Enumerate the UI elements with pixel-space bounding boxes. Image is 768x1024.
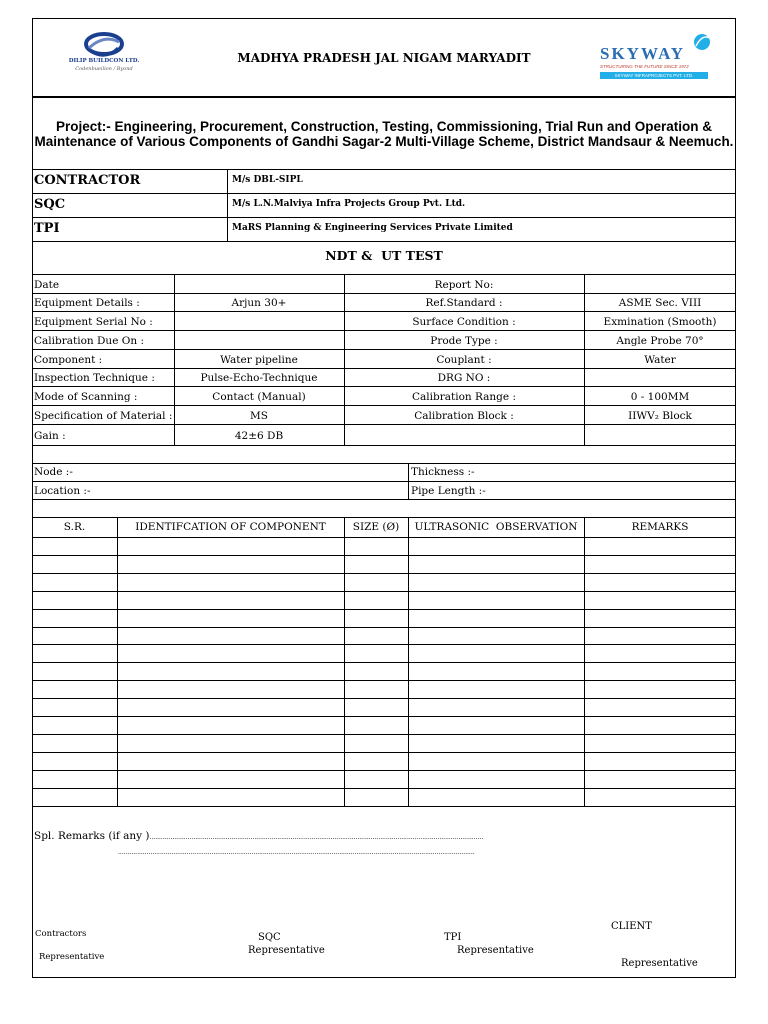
skyway-logo-subline: SKYWAY INFRAPROJECTS PVT. LTD.: [600, 72, 708, 79]
tpi-value: MaRS Planning & Engineering Services Private Limited: [232, 223, 513, 233]
detail-left-label: Equipment Serial No :: [34, 316, 153, 328]
detail-right-value: 0 - 100MM: [630, 391, 690, 403]
table-col-divider: [344, 517, 345, 806]
table-row: [32, 806, 736, 807]
detail-right-label: DRG NO :: [437, 372, 491, 384]
table-row: [32, 716, 736, 717]
spl-remarks-dots-2: ...........................................................................................................................................................................................: [118, 849, 475, 856]
location-divider: [32, 463, 736, 464]
observation-column-header: ULTRASONIC OBSERVATION: [414, 521, 578, 533]
detail-left-label: Gain :: [34, 430, 66, 442]
project-divider: [32, 169, 736, 170]
size-column-header: SIZE (Ø): [352, 521, 400, 533]
detail-left-label: Inspection Technique :: [34, 372, 155, 384]
dilip-logo-name: DILIP BUILDCON LTD.: [68, 58, 140, 64]
table-row: [32, 609, 736, 610]
table-row: [32, 627, 736, 628]
location-label: Location :-: [34, 485, 91, 497]
table-row: [32, 770, 736, 771]
detail-left-label: Date: [34, 279, 60, 291]
detail-left-label: Calibration Due On :: [34, 335, 144, 347]
details-row-divider: [32, 274, 736, 275]
table-row: [32, 698, 736, 699]
tpi-representative-label: Representative: [457, 945, 534, 956]
detail-right-value: Angle Probe 70°: [616, 335, 704, 347]
detail-right-value: IIWV₂ Block: [628, 410, 692, 422]
table-col-divider: [408, 517, 409, 806]
table-row: [32, 680, 736, 681]
detail-left-value: Pulse-Echo-Technique: [200, 372, 318, 384]
table-col-divider: [584, 517, 585, 806]
contractors-signature-label: Contractors: [35, 929, 87, 939]
table-row: [32, 644, 736, 645]
table-row: [32, 788, 736, 789]
detail-left-label: Equipment Details :: [34, 297, 140, 309]
table-row: [32, 591, 736, 592]
details-col-divider: [174, 274, 175, 445]
details-row-divider: [32, 424, 736, 425]
skyway-logo-tagline: STRUCTURING THE FUTURE SINCE 1972: [600, 64, 689, 69]
location-divider: [32, 499, 736, 500]
detail-right-label: Prode Type :: [430, 335, 498, 347]
spl-remarks-text: Spl. Remarks (if any ): [34, 830, 150, 842]
client-representative-label: Representative: [621, 958, 698, 969]
detail-right-value: Water: [644, 354, 676, 366]
tpi-label: TPI: [34, 221, 60, 236]
dilip-buildcon-logo: [56, 30, 152, 80]
project-title-line2: Maintenance of Various Components of Gandhi Sagar-2 Multi-Village Scheme, District Mandsaur & Neemuch.: [34, 134, 734, 149]
detail-left-value: 42±6 DB: [234, 430, 284, 442]
detail-right-label: Calibration Block :: [414, 410, 514, 422]
skyway-logo-text: SKYWAY: [600, 44, 686, 63]
detail-right-value: Exmination (Smooth): [603, 316, 717, 328]
contractor-label: CONTRACTOR: [34, 173, 141, 188]
details-col-divider: [344, 274, 345, 445]
table-row: [32, 573, 736, 574]
detail-left-value: Water pipeline: [220, 354, 298, 366]
client-signature-label: CLIENT: [611, 921, 652, 932]
test-title: NDT & UT TEST: [325, 248, 443, 263]
dilip-logo-tagline: Codenbueilion / Byond: [75, 66, 133, 72]
table-row: [32, 662, 736, 663]
sqc-representative-label: Representative: [248, 945, 325, 956]
parties-col-divider: [227, 169, 228, 241]
detail-left-label: Component :: [34, 354, 103, 366]
sqc-value: M/s L.N.Malviya Infra Projects Group Pvt. Ltd.: [232, 199, 466, 209]
parties-row-divider: [32, 217, 736, 218]
detail-right-label: Ref.Standard :: [425, 297, 503, 309]
table-col-divider: [117, 517, 118, 806]
detail-right-label: Calibration Range :: [412, 391, 516, 403]
skyway-logo: [594, 30, 714, 82]
table-row: [32, 555, 736, 556]
spl-remarks-dots-1: ...............................................................................................................................................................................: [149, 834, 484, 841]
table-row: [32, 537, 736, 538]
table-row: [32, 752, 736, 753]
parties-row-divider: [32, 193, 736, 194]
location-col-divider: [408, 463, 409, 499]
details-row-divider: [32, 349, 736, 350]
detail-left-value: MS: [250, 410, 268, 422]
sqc-label: SQC: [34, 197, 66, 212]
details-row-divider: [32, 330, 736, 331]
detail-right-value: ASME Sec. VIII: [618, 297, 702, 309]
tpi-signature-label: TPI: [444, 932, 462, 943]
detail-left-label: Specification of Material :: [34, 410, 173, 422]
thickness-label: Thickness :-: [411, 466, 475, 478]
details-row-divider: [32, 386, 736, 387]
sr-column-header: S.R.: [63, 521, 86, 533]
node-label: Node :-: [34, 466, 73, 478]
details-row-divider: [32, 368, 736, 369]
identification-column-header: IDENTIFCATION OF COMPONENT: [135, 521, 326, 533]
page-title: MADHYA PRADESH JAL NIGAM MARYADIT: [237, 51, 531, 65]
dilip-swirl-icon: [56, 30, 152, 60]
details-row-divider: [32, 405, 736, 406]
detail-left-value: Contact (Manual): [212, 391, 306, 403]
table-row: [32, 734, 736, 735]
detail-left-label: Mode of Scanning :: [34, 391, 138, 403]
detail-left-value: Arjun 30+: [231, 297, 287, 309]
parties-row-divider: [32, 241, 736, 242]
spl-remarks-label: [34, 829, 483, 845]
obs-table-top: [32, 517, 736, 518]
location-divider: [32, 481, 736, 482]
pipe-length-label: Pipe Length :-: [411, 485, 486, 497]
detail-right-label: Couplant :: [436, 354, 492, 366]
skyway-globe-icon: [690, 30, 714, 54]
details-row-divider: [32, 311, 736, 312]
contractors-representative-label: Representative: [39, 952, 105, 962]
details-col-divider: [584, 274, 585, 445]
contractor-value: M/s DBL-SIPL: [232, 175, 303, 185]
detail-right-label: Surface Condition :: [412, 316, 516, 328]
details-row-divider: [32, 445, 736, 446]
header-divider: [32, 96, 736, 98]
details-row-divider: [32, 293, 736, 294]
remarks-column-header: REMARKS: [631, 521, 689, 533]
sqc-signature-label: SQC: [258, 932, 281, 943]
detail-right-label: Report No:: [434, 279, 494, 291]
project-title-line1: Project:- Engineering, Procurement, Construction, Testing, Commissioning, Trial Run and Operation &: [55, 119, 713, 134]
